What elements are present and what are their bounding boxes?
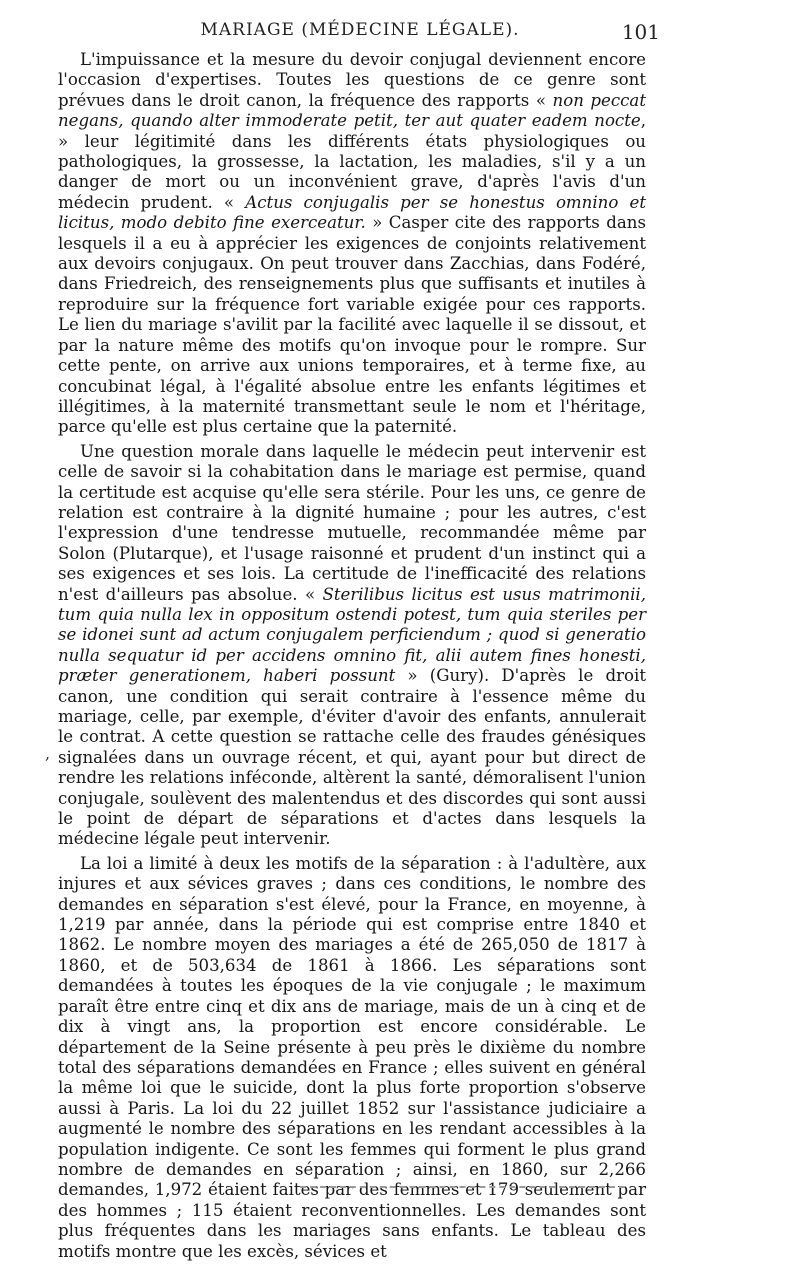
paragraph-1 — [58, 50, 646, 438]
margin-mark: , — [45, 744, 51, 763]
paragraph-3 — [58, 854, 646, 1262]
running-title: MARIAGE (MÉDECINE LÉGALE). — [200, 20, 520, 40]
text-run: , » leur légitimité dans les différents états physiologiques ou pathologiques, la grossesse, la lactation, les maladies, s'il y a un danger de mort ou un inconvénient grave, d'après l'avis d'un médecin prudent. « — [58, 111, 646, 212]
text-run: » (Gury). D'après le droit canon, une condition qui serait contraire à l'essence même du mariage, celle, par exemple, d'éviter d'avoir des enfants, annulerait le contrat. A cette question se rattache celle des fraudes génésiques signalées dans un ouvrage récent, et qui, ayant pour but direct de rendre les relations inféconde, altèrent la santé, démoralisent l'union conjugale, soulèvent des malentendus et des discordes qui sont aussi le point de départ de séparations et d'actes dans lesquels la médecine légale peut intervenir. — [58, 666, 646, 849]
latin-quote: non peccat negans, quando alter immoderate petit, ter aut quater eadem nocte — [58, 90, 646, 131]
footer-rule — [300, 1186, 625, 1188]
text-run: Une question morale dans laquelle le médecin peut intervenir est celle de savoir si la cohabitation dans le mariage est permise, quand la certitude est acquise qu'elle sera stérile. Pour les uns, ce genre de relation est contraire à la dignité humaine ; pour les autres, c'est l'expression d'une tendresse mutuelle, recommandée même par Solon (Plutarque), et l'usage raisonné et prudent d'un instinct qui a ses exigences et ses lois. La certitude de l'inefficacité des relations n'est d'ailleurs pas absolue. « — [58, 441, 646, 604]
text-run: » Casper cite des rapports dans lesquels il a eu à apprécier les exigences de conjoints relativement aux devoirs conjugaux. On peut trouver dans Zacchias, dans Fodéré, dans Friedreich, des renseignements plus que suffisants et inutiles à reproduire sur la fréquence fort variable exigée pour ces rapports. Le lien du mariage s'avilit par la facilité avec laquelle il se dissout, et par la nature même des motifs qu'on invoque pour le rompre. Sur cette pente, on arrive aux unions temporaires, et à terme fixe, au concubinat légal, à l'égalité absolue entre les enfants légitimes et illégitimes, à la maternité transmettant seule le nom et l'héritage, parce qu'elle est plus certaine que la paternité. — [58, 213, 646, 437]
paragraph-2 — [58, 442, 646, 850]
page-number: 101 — [621, 20, 660, 44]
text-run: La loi a limité à deux les motifs de la séparation : à l'adultère, aux injures et aux sévices graves ; dans ces conditions, le nombre des demandes en séparation s'est élevé, pour la France, en moyenne, à 1,219 par année, dans la période qui est comprise entre 1840 et 1862. Le nombre moyen des mariages a été de 265,050 de 1817 à 1860, et de 503,634 de 1861 à 1866. Les séparations sont demandées à toutes les époques de la vie conjugale ; le maximum paraît être entre cinq et dix ans de mariage, mais de un à cinq et de dix à vingt ans, la proportion est encore considérable. Le département de la Seine présente à peu près le dixième du nombre total des séparations demandées en France ; elles suivent en général la même loi que le suicide, dont la plus forte proportion s'observe aussi à Paris. La loi du 22 juillet 1852 sur l'assistance judiciaire a augmenté le nombre des séparations en les rendant accessibles à la population indigente. Ce sont les femmes qui forment le plus grand nombre de demandes en séparation ; ainsi, en 1860, sur 2,266 demandes, 1,972 étaient faites par des femmes et 179 seulement par des hommes ; 115 étaient reconventionnelles. Les demandes sont plus fréquentes dans les mariages sans enfants. Le tableau des motifs montre que les excès, sévices et — [58, 853, 646, 1261]
latin-quote: Actus conjugalis per se honestus omnino et licitus, modo debito fine exerceatur. — [58, 192, 646, 233]
body-text — [58, 50, 646, 1266]
text-run: L'impuissance et la mesure du devoir conjugal deviennent encore l'occasion d'expertises. Toutes les questions de ce genre sont prévues dans le droit canon, la fréquence des rapports « — [58, 50, 646, 110]
latin-quote: Sterilibus licitus est usus matrimonii, tum quia nulla lex in oppositum ostendi potest, tum quia steriles per se idonei sunt ad actum conjugalem perficiendum ; quod si generatio nulla sequatur id per accidens omnino fit, alii autem fines honesti, præter generationem, haberi possunt — [58, 584, 646, 686]
